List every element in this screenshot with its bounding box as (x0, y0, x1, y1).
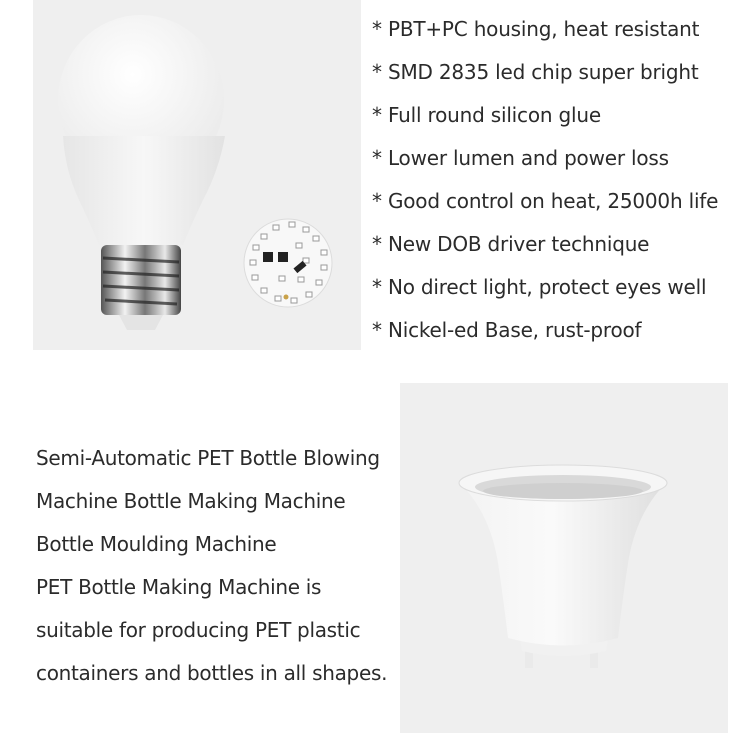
description-line: suitable for producing PET plastic (36, 618, 361, 642)
feature-list (372, 8, 718, 352)
feature-item: * PBT+PC housing, heat resistant (372, 17, 700, 41)
feature-item: * Nickel-ed Base, rust-proof (372, 318, 642, 342)
feature-item: * Good control on heat, 25000h life (372, 189, 719, 213)
housing-icon (400, 383, 728, 733)
feature-item: * SMD 2835 led chip super bright (372, 60, 699, 84)
description-line: Semi-Automatic PET Bottle Blowing (36, 446, 380, 470)
description-line: Bottle Moulding Machine (36, 532, 277, 556)
description-line: PET Bottle Making Machine is (36, 575, 322, 599)
feature-item: * Full round silicon glue (372, 103, 601, 127)
feature-item: * Lower lumen and power loss (372, 146, 669, 170)
feature-item: * No direct light, protect eyes well (372, 275, 707, 299)
description-line: Machine Bottle Making Machine (36, 489, 346, 513)
product-description (36, 437, 396, 695)
description-line: containers and bottles in all shapes. (36, 661, 388, 685)
bulb-housing-image (400, 383, 728, 733)
bulb-icon (33, 0, 361, 350)
led-bulb-image (33, 0, 361, 350)
feature-item: * New DOB driver technique (372, 232, 650, 256)
